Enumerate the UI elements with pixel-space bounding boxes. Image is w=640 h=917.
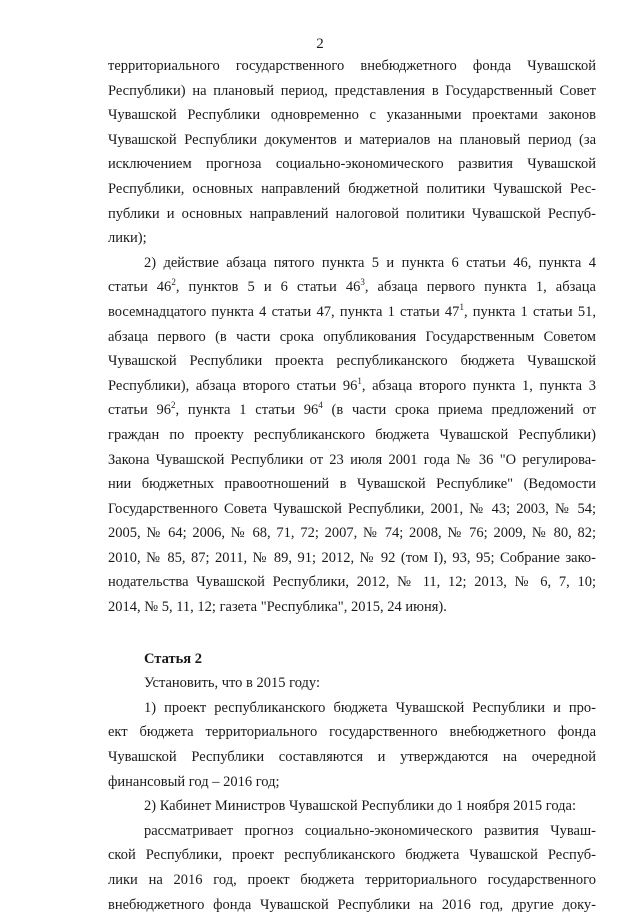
- text-line: Закона Чувашской Республики от 23 июля 2001 года № 36 "О регулирова-: [108, 451, 596, 468]
- text-line: 1) проект республиканского бюджета Чувашской Республики и про-: [144, 699, 596, 716]
- page-number: 2: [316, 36, 324, 52]
- superscript: 1: [459, 301, 464, 312]
- text-line: ской Республики, проект республиканского бюджета Чувашской Респуб-: [108, 847, 596, 864]
- text-line: 2005, № 64; 2006, № 68, 71, 72; 2007, № 74; 2008, № 76; 2009, № 80, 82;: [108, 525, 596, 542]
- text-fragment: , пункта 1 статьи 96: [175, 402, 319, 419]
- text-line: граждан по проекту республиканского бюджета Чувашской Республики): [108, 426, 596, 443]
- article-2: [108, 647, 596, 917]
- text-line: [108, 374, 596, 399]
- text-line: 2) действие абзаца пятого пункта 5 и пункта 6 статьи 46, пункта 4: [144, 254, 596, 271]
- superscript: 3: [360, 277, 365, 288]
- text-line: Чувашской Республики одновременно с указанными проектами законов: [108, 107, 596, 124]
- text-line: публики и основных направлений налоговой политики Чувашской Респуб-: [108, 205, 596, 222]
- text-line: абзаца первого (в части срока опубликования Государственным Советом: [108, 328, 596, 345]
- text-line: Чувашской Республики составляются и утверждаются на очередной: [108, 749, 596, 766]
- text-line: ект бюджета территориального государственного внебюджетного фонда: [108, 724, 596, 741]
- text-line: Чувашской Республики документов и материалов на плановый период (за: [108, 131, 596, 148]
- text-line: нии бюджетных правоотношений в Чувашской Республике" (Ведомости: [108, 476, 596, 493]
- text-line: Государственного Совета Чувашской Республики, 2001, № 43; 2003, № 54;: [108, 500, 596, 517]
- text-fragment: , абзаца второго пункта 1, пункта 3: [361, 377, 596, 394]
- text-line: [108, 300, 596, 325]
- superscript: 1: [357, 375, 362, 386]
- text-line: лики);: [108, 230, 147, 247]
- text-line: исключением прогноза социально-экономического развития Чувашской: [108, 156, 596, 173]
- paragraph-item-2: [108, 251, 596, 620]
- article-heading: Статья 2: [144, 650, 202, 667]
- text-line: Чувашской Республики проекта республиканского бюджета Чувашской: [108, 353, 596, 370]
- text-fragment: Республики), абзаца второго статьи 96: [108, 377, 358, 394]
- text-fragment: статьи 46: [108, 279, 172, 296]
- text-line: 2010, № 85, 87; 2011, № 89, 91; 2012, № 92 (том I), 93, 95; Собрание зако-: [108, 549, 596, 566]
- text-line: Установить, что в 2015 году:: [144, 675, 321, 692]
- text-line: [108, 398, 596, 423]
- text-line: 2) Кабинет Министров Чувашской Республики до 1 ноября 2015 года:: [144, 798, 577, 815]
- text-line: нодательства Чувашской Республики, 2012, № 11, 12; 2013, № 6, 7, 10;: [108, 574, 596, 591]
- text-fragment: восемнадцатого пункта 4 статьи 47, пункта 1 статьи 47: [108, 303, 460, 320]
- text-fragment: , пункта 1 статьи 51,: [463, 303, 596, 320]
- spacer: [108, 620, 596, 647]
- text-line: территориального государственного внебюджетного фонда Чувашской: [108, 58, 596, 74]
- document-body: [108, 54, 596, 917]
- superscript: 2: [171, 277, 176, 288]
- paragraph-continuation: [108, 54, 596, 251]
- text-line: финансовый год – 2016 год;: [108, 773, 280, 790]
- text-line: лики на 2016 год, проект бюджета территориального государственного: [108, 872, 596, 888]
- text-fragment: , абзаца первого пункта 1, абзаца: [364, 279, 596, 296]
- text-line: Республики) на плановый период, представления в Государственный Совет: [108, 82, 596, 99]
- superscript: 2: [171, 400, 176, 411]
- text-line: внебюджетного фонда Чувашской Республики на 2016 год, другие доку-: [108, 896, 596, 913]
- text-fragment: статьи 96: [108, 402, 171, 419]
- text-line: 2014, № 5, 11, 12; газета "Республика", 2015, 24 июня).: [108, 599, 447, 616]
- superscript: 4: [318, 400, 323, 411]
- text-line: рассматривает прогноз социально-экономического развития Чуваш-: [144, 822, 596, 839]
- text-fragment: , пунктов 5 и 6 статьи 46: [175, 279, 361, 296]
- text-line: Республики, основных направлений бюджетной политики Чувашской Рес-: [108, 180, 596, 197]
- text-fragment: (в части срока приема предложений от: [322, 402, 596, 419]
- text-line: [108, 275, 596, 300]
